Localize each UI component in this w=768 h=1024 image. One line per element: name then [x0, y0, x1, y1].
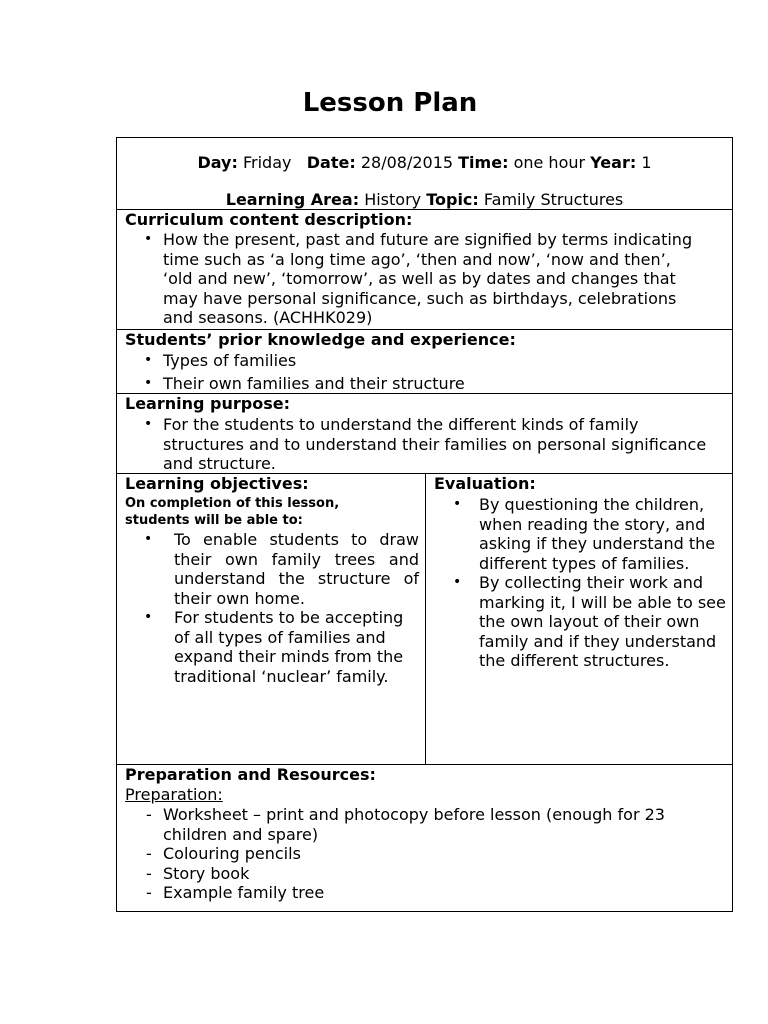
- learning-objectives-heading: Learning objectives:: [125, 474, 309, 493]
- prior-knowledge-cell: [116, 329, 733, 394]
- learning-objectives-cell: [116, 473, 426, 765]
- evaluation-cell: [425, 473, 733, 765]
- preparation-item: - Colouring pencils: [117, 844, 713, 864]
- learning-purpose-item: • For the students to understand the different kinds of family structures and to understand their families on personal significance and structure.: [117, 415, 717, 474]
- day-value: Friday: [242, 153, 292, 172]
- learning-objective-item: • To enable students to draw their own family trees and understand the structure of their own home.: [117, 530, 419, 608]
- curriculum-heading: Curriculum content description:: [125, 210, 413, 229]
- lesson-header-cell: [116, 137, 733, 210]
- year-value: 1: [641, 153, 652, 172]
- preparation-subheading: Preparation:: [125, 785, 223, 804]
- learning-objective-item: • For students to be accepting of all types of families and expand their minds from the traditional ‘nuclear’ family.: [117, 608, 419, 686]
- preparation-item: - Example family tree: [117, 883, 713, 903]
- time-label: Time:: [458, 153, 509, 172]
- date-value: 28/08/2015: [360, 153, 454, 172]
- page-title: Lesson Plan: [302, 88, 478, 118]
- curriculum-item: • How the present, past and future are signified by terms indicating time such as ‘a long time ago’, ‘then and now’, ‘now and then’, ‘old and new’, ‘tomorrow’, as well as by dates and changes that may have personal significance, such as birthdays, celebrations and seasons. (ACHHK029): [117, 230, 703, 328]
- prior-knowledge-heading: Students’ prior knowledge and experience:: [125, 330, 516, 349]
- date-label: Date:: [306, 153, 356, 172]
- learning-objectives-intro: On completion of this lesson, students will be able to:: [125, 496, 340, 528]
- preparation-heading: Preparation and Resources:: [125, 765, 376, 784]
- day-label: Day:: [197, 153, 238, 172]
- learning-area-value: History: [364, 190, 422, 209]
- preparation-cell: [116, 764, 733, 912]
- learning-area-label: Learning Area:: [225, 190, 360, 209]
- curriculum-cell: [116, 209, 733, 330]
- year-label: Year:: [590, 153, 637, 172]
- preparation-item: - Story book: [117, 864, 713, 884]
- time-value: one hour: [513, 153, 586, 172]
- prior-knowledge-item: • Their own families and their structure: [117, 374, 717, 394]
- learning-purpose-cell: [116, 393, 733, 474]
- preparation-item: - Worksheet – print and photocopy before lesson (enough for 23 children and spare): [117, 805, 713, 844]
- evaluation-item: • By questioning the children, when reading the story, and asking if they understand the different types of families.: [426, 495, 730, 573]
- evaluation-heading: Evaluation:: [434, 474, 536, 493]
- evaluation-item: • By collecting their work and marking it, I will be able to see the own layout of their own family and if they understand the different structures.: [426, 573, 730, 671]
- prior-knowledge-item: • Types of families: [117, 351, 717, 371]
- lesson-details-line: [117, 153, 732, 173]
- learning-area-line: [117, 190, 732, 210]
- topic-label: Topic:: [426, 190, 479, 209]
- learning-purpose-heading: Learning purpose:: [125, 394, 290, 413]
- topic-value: Family Structures: [483, 190, 624, 209]
